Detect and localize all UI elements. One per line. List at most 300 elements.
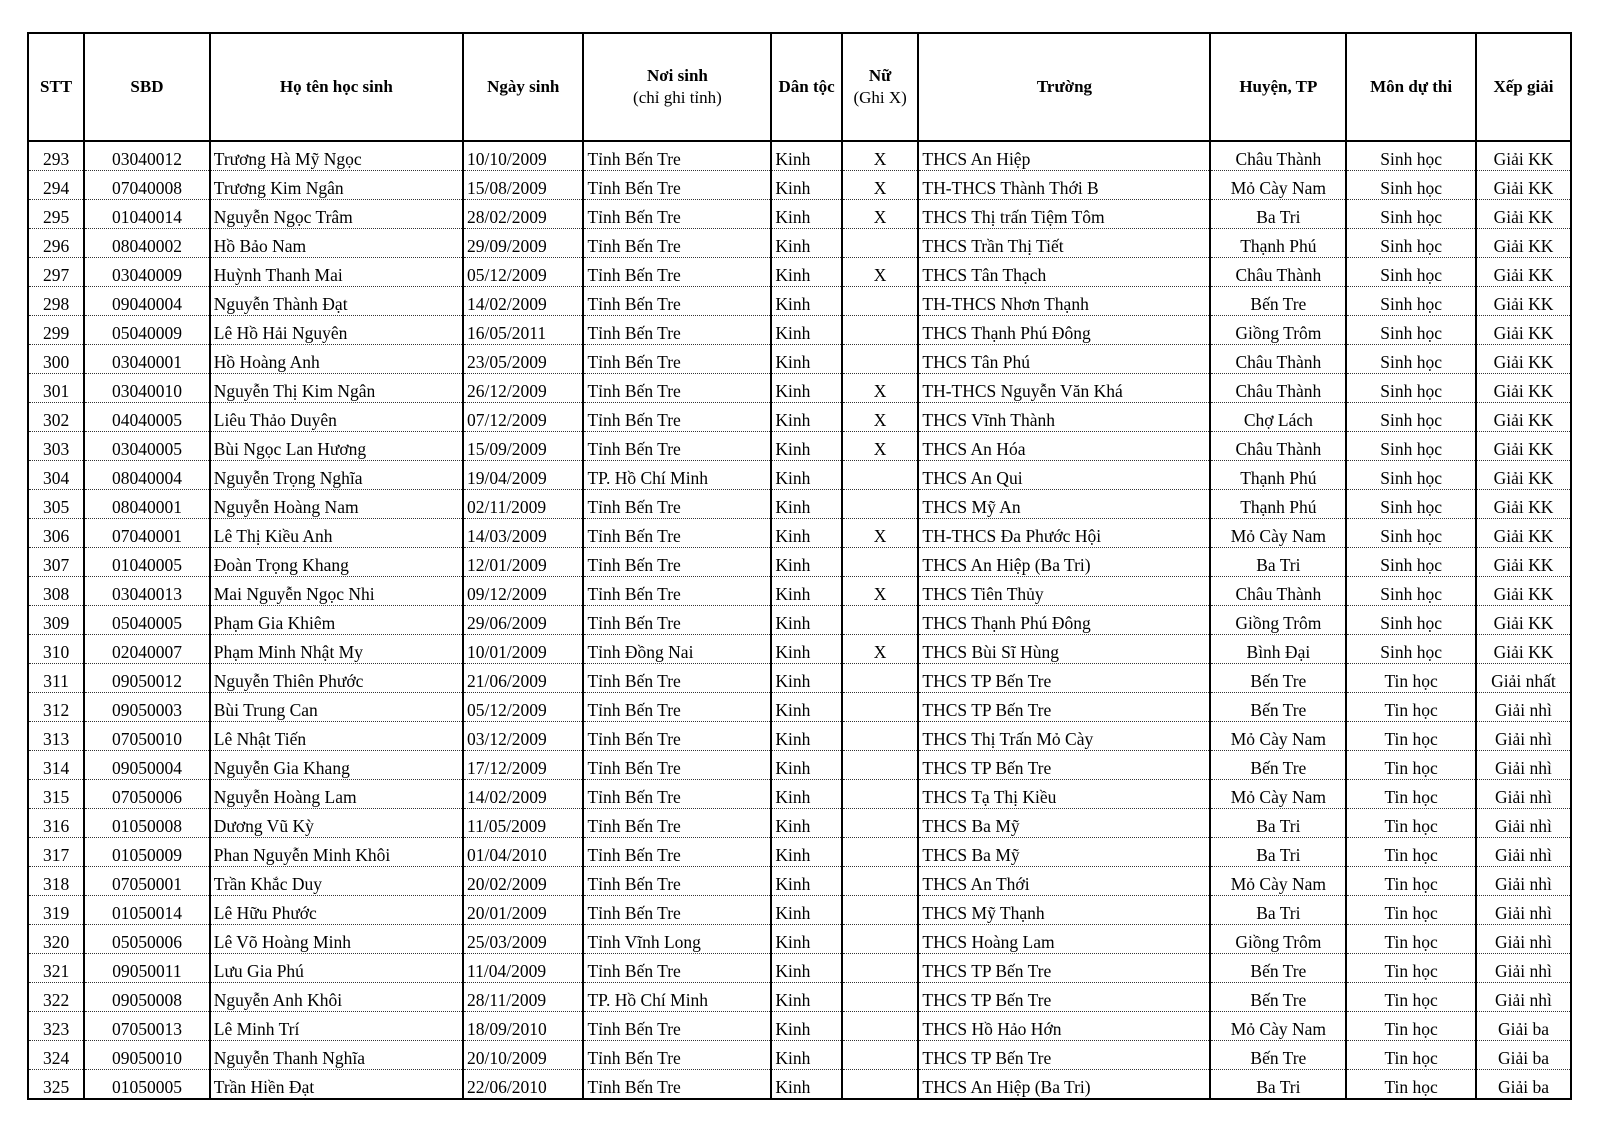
sbd-cell: 09050004: [84, 751, 210, 780]
birthplace-cell: Tỉnh Bến Tre: [583, 548, 771, 577]
table-row: [28, 664, 1571, 693]
award-cell: Giải KK: [1476, 490, 1571, 519]
ethnicity-cell: Kinh: [771, 1041, 841, 1070]
district-cell: Ba Tri: [1210, 809, 1346, 838]
ethnicity-cell: Kinh: [771, 403, 841, 432]
table-row: [28, 983, 1571, 1012]
birthplace-cell: Tỉnh Bến Tre: [583, 287, 771, 316]
stt-cell: 295: [28, 200, 84, 229]
subject-cell: Tin học: [1346, 1070, 1476, 1100]
stt-cell: 320: [28, 925, 84, 954]
sbd-cell: 07050001: [84, 867, 210, 896]
birthplace-cell: Tỉnh Bến Tre: [583, 577, 771, 606]
district-cell: Mỏ Cày Nam: [1210, 722, 1346, 751]
ethnicity-cell: Kinh: [771, 461, 841, 490]
school-cell: THCS An Hiệp (Ba Tri): [918, 548, 1210, 577]
subject-cell: Tin học: [1346, 896, 1476, 925]
date-of-birth-cell: 23/05/2009: [463, 345, 583, 374]
table-row: [28, 374, 1571, 403]
female-mark-cell: [842, 316, 919, 345]
district-cell: Châu Thành: [1210, 141, 1346, 171]
sbd-cell: 07040001: [84, 519, 210, 548]
district-cell: Châu Thành: [1210, 577, 1346, 606]
sbd-cell: 05040005: [84, 606, 210, 635]
stt-cell: 325: [28, 1070, 84, 1100]
ethnicity-cell: Kinh: [771, 693, 841, 722]
district-cell: Bến Tre: [1210, 1041, 1346, 1070]
subject-cell: Sinh học: [1346, 490, 1476, 519]
award-cell: Giải KK: [1476, 141, 1571, 171]
ethnicity-cell: Kinh: [771, 490, 841, 519]
student-name-cell: Lê Thị Kiều Anh: [210, 519, 463, 548]
ethnicity-cell: Kinh: [771, 229, 841, 258]
sbd-cell: 07050013: [84, 1012, 210, 1041]
birthplace-cell: Tỉnh Vĩnh Long: [583, 925, 771, 954]
ethnicity-cell: Kinh: [771, 577, 841, 606]
ethnicity-cell: Kinh: [771, 200, 841, 229]
stt-cell: 303: [28, 432, 84, 461]
birthplace-cell: Tỉnh Bến Tre: [583, 693, 771, 722]
district-cell: Thạnh Phú: [1210, 461, 1346, 490]
ethnicity-cell: Kinh: [771, 838, 841, 867]
district-cell: Mỏ Cày Nam: [1210, 1012, 1346, 1041]
student-name-cell: Lê Hồ Hải Nguyên: [210, 316, 463, 345]
female-mark-cell: [842, 548, 919, 577]
award-cell: Giải KK: [1476, 374, 1571, 403]
student-name-cell: Dương Vũ Kỳ: [210, 809, 463, 838]
birthplace-cell: Tỉnh Bến Tre: [583, 345, 771, 374]
subject-cell: Sinh học: [1346, 316, 1476, 345]
student-name-cell: Nguyễn Hoàng Nam: [210, 490, 463, 519]
female-mark-cell: [842, 1012, 919, 1041]
date-of-birth-cell: 05/12/2009: [463, 693, 583, 722]
subject-cell: Tin học: [1346, 954, 1476, 983]
subject-cell: Sinh học: [1346, 548, 1476, 577]
table-row: [28, 1041, 1571, 1070]
school-cell: THCS Mỹ An: [918, 490, 1210, 519]
stt-cell: 308: [28, 577, 84, 606]
ethnicity-cell: Kinh: [771, 867, 841, 896]
stt-cell: 306: [28, 519, 84, 548]
district-cell: Thạnh Phú: [1210, 229, 1346, 258]
stt-cell: 310: [28, 635, 84, 664]
subject-cell: Sinh học: [1346, 345, 1476, 374]
table-row: [28, 751, 1571, 780]
subject-cell: Sinh học: [1346, 200, 1476, 229]
stt-cell: 301: [28, 374, 84, 403]
female-mark-cell: [842, 229, 919, 258]
date-of-birth-cell: 15/09/2009: [463, 432, 583, 461]
subject-cell: Tin học: [1346, 751, 1476, 780]
date-of-birth-cell: 05/12/2009: [463, 258, 583, 287]
award-cell: Giải nhì: [1476, 867, 1571, 896]
student-name-cell: Nguyễn Hoàng Lam: [210, 780, 463, 809]
sbd-cell: 01040014: [84, 200, 210, 229]
birthplace-cell: Tỉnh Bến Tre: [583, 780, 771, 809]
table-row: [28, 722, 1571, 751]
subject-cell: Tin học: [1346, 722, 1476, 751]
student-name-cell: Nguyễn Thiên Phước: [210, 664, 463, 693]
table-row: [28, 606, 1571, 635]
female-mark-cell: [842, 751, 919, 780]
date-of-birth-cell: 28/11/2009: [463, 983, 583, 1012]
date-of-birth-cell: 12/01/2009: [463, 548, 583, 577]
sbd-cell: 09050010: [84, 1041, 210, 1070]
subject-cell: Sinh học: [1346, 461, 1476, 490]
ethnicity-cell: Kinh: [771, 432, 841, 461]
ethnicity-cell: Kinh: [771, 287, 841, 316]
female-mark-cell: X: [842, 577, 919, 606]
date-of-birth-cell: 18/09/2010: [463, 1012, 583, 1041]
table-row: [28, 519, 1571, 548]
school-cell: THCS TP Bến Tre: [918, 1041, 1210, 1070]
sbd-cell: 03040010: [84, 374, 210, 403]
date-of-birth-cell: 11/04/2009: [463, 954, 583, 983]
district-cell: Chợ Lách: [1210, 403, 1346, 432]
female-mark-cell: X: [842, 171, 919, 200]
stt-cell: 302: [28, 403, 84, 432]
date-of-birth-cell: 02/11/2009: [463, 490, 583, 519]
table-row: [28, 954, 1571, 983]
birthplace-cell: Tỉnh Bến Tre: [583, 490, 771, 519]
table-row: [28, 896, 1571, 925]
student-name-cell: Lê Minh Trí: [210, 1012, 463, 1041]
student-name-cell: Hồ Hoàng Anh: [210, 345, 463, 374]
header-ethnicity: Dân tộc: [771, 33, 841, 141]
stt-cell: 294: [28, 171, 84, 200]
female-mark-cell: X: [842, 141, 919, 171]
header-date-of-birth: Ngày sinh: [463, 33, 583, 141]
header-female-label: Nữ: [868, 66, 892, 85]
award-cell: Giải nhì: [1476, 722, 1571, 751]
date-of-birth-cell: 17/12/2009: [463, 751, 583, 780]
sbd-cell: 04040005: [84, 403, 210, 432]
header-award: Xếp giải: [1476, 33, 1571, 141]
sbd-cell: 08040004: [84, 461, 210, 490]
table-row: [28, 200, 1571, 229]
sbd-cell: 01040005: [84, 548, 210, 577]
student-name-cell: Nguyễn Trọng Nghĩa: [210, 461, 463, 490]
table-body: [28, 141, 1571, 1099]
district-cell: Bến Tre: [1210, 693, 1346, 722]
student-name-cell: Phạm Gia Khiêm: [210, 606, 463, 635]
female-mark-cell: X: [842, 258, 919, 287]
female-mark-cell: [842, 1070, 919, 1100]
stt-cell: 321: [28, 954, 84, 983]
district-cell: Mỏ Cày Nam: [1210, 780, 1346, 809]
ethnicity-cell: Kinh: [771, 635, 841, 664]
subject-cell: Sinh học: [1346, 577, 1476, 606]
date-of-birth-cell: 22/06/2010: [463, 1070, 583, 1100]
student-name-cell: Trương Hà Mỹ Ngọc: [210, 141, 463, 171]
school-cell: THCS Tiên Thủy: [918, 577, 1210, 606]
award-cell: Giải nhì: [1476, 838, 1571, 867]
award-cell: Giải KK: [1476, 432, 1571, 461]
sbd-cell: 01050005: [84, 1070, 210, 1100]
sbd-cell: 09050012: [84, 664, 210, 693]
subject-cell: Tin học: [1346, 1012, 1476, 1041]
award-cell: Giải ba: [1476, 1041, 1571, 1070]
female-mark-cell: X: [842, 519, 919, 548]
stt-cell: 322: [28, 983, 84, 1012]
subject-cell: Tin học: [1346, 780, 1476, 809]
table-row: [28, 171, 1571, 200]
table-row: [28, 780, 1571, 809]
award-cell: Giải nhì: [1476, 896, 1571, 925]
table-row: [28, 345, 1571, 374]
sbd-cell: 05040009: [84, 316, 210, 345]
ethnicity-cell: Kinh: [771, 345, 841, 374]
table-row: [28, 490, 1571, 519]
ethnicity-cell: Kinh: [771, 983, 841, 1012]
school-cell: THCS Thị trấn Tiệm Tôm: [918, 200, 1210, 229]
birthplace-cell: Tỉnh Bến Tre: [583, 316, 771, 345]
school-cell: TH-THCS Nhơn Thạnh: [918, 287, 1210, 316]
award-cell: Giải KK: [1476, 548, 1571, 577]
stt-cell: 307: [28, 548, 84, 577]
ethnicity-cell: Kinh: [771, 519, 841, 548]
stt-cell: 297: [28, 258, 84, 287]
table-row: [28, 693, 1571, 722]
subject-cell: Sinh học: [1346, 287, 1476, 316]
sbd-cell: 03040005: [84, 432, 210, 461]
stt-cell: 313: [28, 722, 84, 751]
ethnicity-cell: Kinh: [771, 548, 841, 577]
ethnicity-cell: Kinh: [771, 780, 841, 809]
student-name-cell: Trần Khắc Duy: [210, 867, 463, 896]
header-sbd: SBD: [84, 33, 210, 141]
award-cell: Giải KK: [1476, 316, 1571, 345]
birthplace-cell: Tỉnh Bến Tre: [583, 751, 771, 780]
district-cell: Ba Tri: [1210, 838, 1346, 867]
date-of-birth-cell: 14/02/2009: [463, 780, 583, 809]
table-row: [28, 316, 1571, 345]
birthplace-cell: Tỉnh Bến Tre: [583, 1012, 771, 1041]
date-of-birth-cell: 19/04/2009: [463, 461, 583, 490]
award-cell: Giải KK: [1476, 461, 1571, 490]
district-cell: Ba Tri: [1210, 1070, 1346, 1100]
ethnicity-cell: Kinh: [771, 316, 841, 345]
ethnicity-cell: Kinh: [771, 258, 841, 287]
student-name-cell: Nguyễn Thanh Nghĩa: [210, 1041, 463, 1070]
ethnicity-cell: Kinh: [771, 722, 841, 751]
district-cell: Mỏ Cày Nam: [1210, 171, 1346, 200]
stt-cell: 324: [28, 1041, 84, 1070]
subject-cell: Tin học: [1346, 809, 1476, 838]
table-row: [28, 432, 1571, 461]
stt-cell: 296: [28, 229, 84, 258]
ethnicity-cell: Kinh: [771, 1070, 841, 1100]
date-of-birth-cell: 10/10/2009: [463, 141, 583, 171]
district-cell: Ba Tri: [1210, 896, 1346, 925]
award-cell: Giải ba: [1476, 1012, 1571, 1041]
female-mark-cell: [842, 809, 919, 838]
date-of-birth-cell: 01/04/2010: [463, 838, 583, 867]
stt-cell: 315: [28, 780, 84, 809]
ethnicity-cell: Kinh: [771, 141, 841, 171]
date-of-birth-cell: 09/12/2009: [463, 577, 583, 606]
school-cell: THCS Hồ Hảo Hớn: [918, 1012, 1210, 1041]
ethnicity-cell: Kinh: [771, 751, 841, 780]
subject-cell: Tin học: [1346, 925, 1476, 954]
date-of-birth-cell: 28/02/2009: [463, 200, 583, 229]
school-cell: THCS TP Bến Tre: [918, 693, 1210, 722]
date-of-birth-cell: 03/12/2009: [463, 722, 583, 751]
school-cell: THCS TP Bến Tre: [918, 751, 1210, 780]
header-school: Trường: [918, 33, 1210, 141]
female-mark-cell: [842, 722, 919, 751]
student-name-cell: Nguyễn Ngọc Trâm: [210, 200, 463, 229]
female-mark-cell: [842, 983, 919, 1012]
stt-cell: 311: [28, 664, 84, 693]
award-cell: Giải KK: [1476, 606, 1571, 635]
district-cell: Châu Thành: [1210, 258, 1346, 287]
female-mark-cell: [842, 461, 919, 490]
student-name-cell: Trần Hiền Đạt: [210, 1070, 463, 1100]
female-mark-cell: X: [842, 432, 919, 461]
female-mark-cell: [842, 693, 919, 722]
birthplace-cell: Tỉnh Bến Tre: [583, 258, 771, 287]
school-cell: THCS Tạ Thị Kiều: [918, 780, 1210, 809]
award-cell: Giải nhất: [1476, 664, 1571, 693]
subject-cell: Sinh học: [1346, 258, 1476, 287]
student-name-cell: Lê Võ Hoàng Minh: [210, 925, 463, 954]
ethnicity-cell: Kinh: [771, 606, 841, 635]
subject-cell: Sinh học: [1346, 635, 1476, 664]
subject-cell: Tin học: [1346, 1041, 1476, 1070]
student-name-cell: Bùi Trung Can: [210, 693, 463, 722]
table-row: [28, 577, 1571, 606]
award-cell: Giải KK: [1476, 287, 1571, 316]
award-cell: Giải KK: [1476, 635, 1571, 664]
birthplace-cell: Tỉnh Đồng Nai: [583, 635, 771, 664]
header-row: [28, 33, 1571, 141]
student-name-cell: Bùi Ngọc Lan Hương: [210, 432, 463, 461]
female-mark-cell: [842, 287, 919, 316]
table-row: [28, 461, 1571, 490]
female-mark-cell: X: [842, 635, 919, 664]
sbd-cell: 09040004: [84, 287, 210, 316]
date-of-birth-cell: 29/06/2009: [463, 606, 583, 635]
birthplace-cell: Tỉnh Bến Tre: [583, 896, 771, 925]
district-cell: Thạnh Phú: [1210, 490, 1346, 519]
stt-cell: 312: [28, 693, 84, 722]
school-cell: THCS Tân Phú: [918, 345, 1210, 374]
date-of-birth-cell: 07/12/2009: [463, 403, 583, 432]
school-cell: THCS TP Bến Tre: [918, 983, 1210, 1012]
award-cell: Giải KK: [1476, 200, 1571, 229]
subject-cell: Tin học: [1346, 838, 1476, 867]
student-name-cell: Nguyễn Thành Đạt: [210, 287, 463, 316]
birthplace-cell: Tỉnh Bến Tre: [583, 722, 771, 751]
school-cell: THCS Ba Mỹ: [918, 809, 1210, 838]
stt-cell: 304: [28, 461, 84, 490]
school-cell: THCS An Qui: [918, 461, 1210, 490]
award-cell: Giải nhì: [1476, 751, 1571, 780]
date-of-birth-cell: 26/12/2009: [463, 374, 583, 403]
female-mark-cell: [842, 345, 919, 374]
school-cell: THCS Thị Trấn Mỏ Cày: [918, 722, 1210, 751]
school-cell: THCS Ba Mỹ: [918, 838, 1210, 867]
date-of-birth-cell: 29/09/2009: [463, 229, 583, 258]
sbd-cell: 02040007: [84, 635, 210, 664]
stt-cell: 305: [28, 490, 84, 519]
table-row: [28, 809, 1571, 838]
district-cell: Ba Tri: [1210, 200, 1346, 229]
district-cell: Bến Tre: [1210, 751, 1346, 780]
sbd-cell: 07040008: [84, 171, 210, 200]
date-of-birth-cell: 20/10/2009: [463, 1041, 583, 1070]
stt-cell: 309: [28, 606, 84, 635]
stt-cell: 293: [28, 141, 84, 171]
birthplace-cell: Tỉnh Bến Tre: [583, 200, 771, 229]
ethnicity-cell: Kinh: [771, 954, 841, 983]
subject-cell: Sinh học: [1346, 171, 1476, 200]
date-of-birth-cell: 11/05/2009: [463, 809, 583, 838]
subject-cell: Sinh học: [1346, 606, 1476, 635]
sbd-cell: 09050008: [84, 983, 210, 1012]
table-row: [28, 403, 1571, 432]
birthplace-cell: Tỉnh Bến Tre: [583, 519, 771, 548]
birthplace-cell: Tỉnh Bến Tre: [583, 229, 771, 258]
student-name-cell: Phan Nguyễn Minh Khôi: [210, 838, 463, 867]
school-cell: TH-THCS Thành Thới B: [918, 171, 1210, 200]
district-cell: Bến Tre: [1210, 664, 1346, 693]
district-cell: Mỏ Cày Nam: [1210, 867, 1346, 896]
stt-cell: 298: [28, 287, 84, 316]
student-name-cell: Hồ Bảo Nam: [210, 229, 463, 258]
date-of-birth-cell: 16/05/2011: [463, 316, 583, 345]
subject-cell: Tin học: [1346, 983, 1476, 1012]
header-subject: Môn dự thi: [1346, 33, 1476, 141]
table-row: [28, 548, 1571, 577]
award-cell: Giải nhì: [1476, 780, 1571, 809]
school-cell: THCS An Hiệp: [918, 141, 1210, 171]
female-mark-cell: [842, 954, 919, 983]
subject-cell: Sinh học: [1346, 141, 1476, 171]
subject-cell: Tin học: [1346, 693, 1476, 722]
birthplace-cell: Tỉnh Bến Tre: [583, 867, 771, 896]
subject-cell: Sinh học: [1346, 229, 1476, 258]
stt-cell: 300: [28, 345, 84, 374]
sbd-cell: 01050009: [84, 838, 210, 867]
student-name-cell: Huỳnh Thanh Mai: [210, 258, 463, 287]
birthplace-cell: Tỉnh Bến Tre: [583, 432, 771, 461]
award-cell: Giải KK: [1476, 577, 1571, 606]
student-name-cell: Nguyễn Gia Khang: [210, 751, 463, 780]
district-cell: Bến Tre: [1210, 983, 1346, 1012]
birthplace-cell: Tỉnh Bến Tre: [583, 1070, 771, 1100]
stt-cell: 314: [28, 751, 84, 780]
table-row: [28, 1070, 1571, 1100]
subject-cell: Tin học: [1346, 867, 1476, 896]
female-mark-cell: [842, 867, 919, 896]
school-cell: THCS Bùi Sĩ Hùng: [918, 635, 1210, 664]
header-student-name: Họ tên học sinh: [210, 33, 463, 141]
female-mark-cell: X: [842, 374, 919, 403]
student-name-cell: Nguyễn Anh Khôi: [210, 983, 463, 1012]
district-cell: Bến Tre: [1210, 954, 1346, 983]
school-cell: THCS Tân Thạch: [918, 258, 1210, 287]
female-mark-cell: [842, 896, 919, 925]
sbd-cell: 05050006: [84, 925, 210, 954]
school-cell: THCS Thạnh Phú Đông: [918, 316, 1210, 345]
award-cell: Giải nhì: [1476, 693, 1571, 722]
stt-cell: 316: [28, 809, 84, 838]
student-name-cell: Phạm Minh Nhật My: [210, 635, 463, 664]
date-of-birth-cell: 20/01/2009: [463, 896, 583, 925]
stt-cell: 319: [28, 896, 84, 925]
